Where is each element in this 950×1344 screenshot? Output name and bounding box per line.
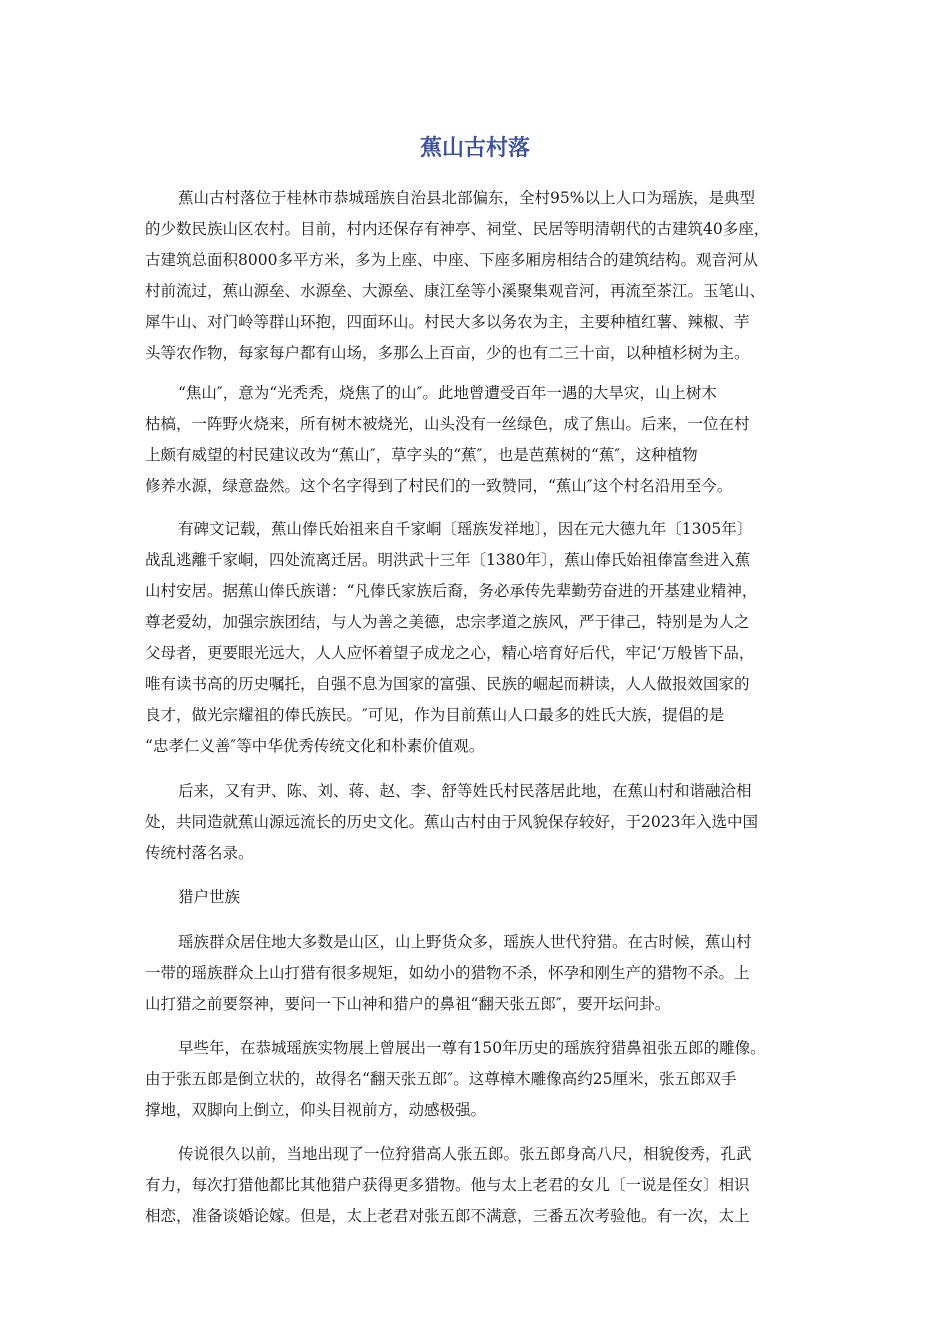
paragraph-hunting-customs: [145, 927, 810, 1020]
text-line: 传说很久以前，当地出现了一位狩猎高人张五郎。张五郎身高八尺，相貌俊秀，孔武: [178, 1145, 752, 1163]
text-line: 古建筑总面积8000多平方米，多为上座、中座、下座多厢房相结合的建筑结构。观音河从: [145, 251, 758, 269]
text-line: 头等农作物，每家每户都有山场，多那么上百亩，少的也有二三十亩，以种植杉树为主。: [145, 344, 750, 362]
text-line: 相恋，准备谈婚论嫁。但是，太上老君对张五郎不满意，三番五次考验他。有一次，太上: [145, 1207, 750, 1225]
text-line: 良才，做光宗耀祖的俸氏族民。″可见，作为目前蕉山人口最多的姓氏大族，提倡的是: [145, 706, 725, 724]
text-line: 撑地，双脚向上倒立，仰头目视前方，动感极强。: [145, 1101, 487, 1119]
text-line: 犀牛山、对门岭等群山环抱，四面环山。村民大多以务农为主，主要种植红薯、辣椒、芋: [145, 313, 750, 331]
text-line: 处，共同造就蕉山源远流长的历史文化。蕉山古村由于风貌保存较好，于2023年入选中国: [145, 813, 758, 831]
paragraph-statue: [145, 1033, 810, 1126]
text-line: 唯有读书高的历史嘱托，自强不息为国家的富强、民族的崛起而耕读，人人做报效国家的: [145, 675, 750, 693]
paragraph-legend: [145, 1139, 810, 1232]
text-line: 传统村落名录。: [145, 844, 254, 862]
section-heading: 猎户世族: [178, 888, 241, 906]
text-line: 村前流过，蕉山源垒、水源垒、大源垒、康江垒等小溪聚集观音河，再流至茶江。玉笔山、: [145, 282, 766, 300]
text-line: 尊老爱幼，加强宗族团结，与人为善之美德，忠宗孝道之族风，严于律己，特别是为人之: [145, 613, 750, 631]
text-line: 山打猎之前要祭神，要问一下山神和猎户的鼻祖“翻天张五郎″，要开坛问卦。: [145, 995, 671, 1013]
text-line: “忠孝仁义善″等中华优秀传统文化和朴素价值观。: [145, 737, 485, 755]
text-line: 父母者，更要眼光远大，人人应怀着望子成龙之心，精心培育好后代，牢记‘万般皆下品，: [145, 644, 755, 662]
text-line: “焦山″，意为“光秃秃，烧焦了的山″。此地曾遭受百年一遇的大旱灾，山上树木: [178, 384, 717, 402]
text-line: 有碑文记载，蕉山俸氏始祖来自千家峒〔瑶族发祥地〕，因在元大德九年〔1305年〕: [178, 520, 753, 538]
text-line: 瑶族群众居住地大多数是山区，山上野货众多，瑶族人世代狩猎。在古时候，蕉山村: [178, 933, 752, 951]
text-line: 一带的瑶族群众上山打猎有很多规矩，如幼小的猎物不杀，怀孕和刚生产的猎物不杀。上: [145, 964, 750, 982]
paragraph-intro: [145, 183, 810, 369]
text-line: 的少数民族山区农村。目前，村内还保存有神亭、祠堂、民居等明清朝代的古建筑40多座，: [145, 220, 770, 238]
text-line: 山村安居。据蕉山俸氏族谱：“凡俸氏家族后裔，务必承传先辈勤劳奋进的开基建业精神，: [145, 582, 758, 600]
text-line: 后来，又有尹、陈、刘、蒋、赵、李、舒等姓氏村民落居此地，在蕉山村和谐融洽相: [178, 782, 752, 800]
text-line: 有力，每次打猎他都比其他猎户获得更多猎物。他与太上老君的女儿〔一说是侄女〕相识: [145, 1176, 750, 1194]
text-line: 上颇有威望的村民建议改为“蕉山″，草字头的“蕉″，也是芭蕉树的“蕉″，这种植物: [145, 446, 698, 464]
text-line: 修养水源，绿意盎然。这个名字得到了村民们的一致赞同，“蕉山″这个村名沿用至今。: [145, 477, 733, 495]
text-line: 早些年，在恭城瑶族实物展上曾展出一尊有150年历史的瑶族狩猎鼻祖张五郎的雕像。: [178, 1039, 766, 1057]
paragraph-other-surnames: [145, 776, 810, 869]
paragraph-name-origin: [145, 378, 810, 502]
text-line: 蕉山古村落位于桂林市恭城瑶族自治县北部偏东，全村95%以上人口为瑶族，是典型: [178, 189, 755, 207]
paragraph-feng-clan: [145, 514, 810, 762]
text-line: 枯槁，一阵野火烧来，所有树木被烧光，山头没有一丝绿色，成了焦山。后来，一位在村: [145, 415, 750, 433]
section-heading-hunter: [145, 882, 810, 913]
text-line: 战乱逃離千家峒，四处流离迁居。明洪武十三年〔1380年〕，蕉山俸氏始祖俸富叁进入蕉: [145, 551, 751, 569]
document-title: 蕉山古村落: [419, 136, 530, 161]
text-line: 由于张五郎是倒立状的，故得名“翻天张五郎″。这尊樟木雕像高约25厘米，张五郎双手: [145, 1070, 737, 1088]
